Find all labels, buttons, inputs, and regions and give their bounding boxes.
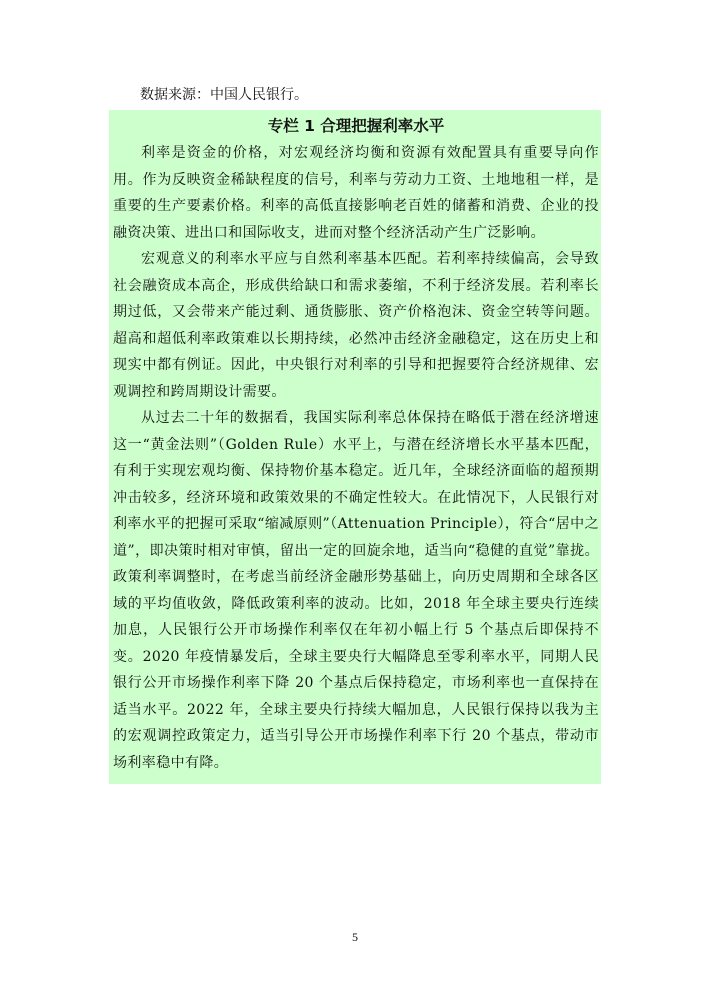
data-source-note: 数据来源：中国人民银行。 <box>140 87 308 103</box>
paragraph-3: 从过去二十年的数据看，我国实际利率总体保持在略低于潜在经济增速这一“黄金法则”（Golden Rule）水平上，与潜在经济增长水平基本匹配，有利于实现宏观均衡、保持物价基本稳定。近几年，全球经济面临的超预期冲击较多，经济环境和政策效果的不确定性较大。在此情况下，人民银行对利率水平的把握可采取“缩减原则”（Attenuation Principle），符合“居中之道”，即决策时相对审慎，留出一定的回旋余地，适当向“稳健的直觉”靠拢。政策利率调整时，在考虑当前经济金融形势基础上，向历史周期和全球各区域的平均值收敛，降低政策利率的波动。比如，2018 年全球主要央行连续加息，人民银行公开市场操作利率仅在年初小幅上行 5 个基点后即保持不变。2020 年疫情暴发后，全球主要央行大幅降息至零利率水平，同期人民银行公开市场操作利率下降 20 个基点后保持稳定，市场利率也一直保持在适当水平。2022 年，全球主要央行持续大幅加息，人民银行保持以我为主的宏观调控政策定力，适当引导公开市场操作利率下行 20 个基点，带动市场利率稳中有降。 <box>113 410 599 771</box>
paragraph-1: 利率是资金的价格，对宏观经济均衡和资源有效配置具有重要导向作用。作为反映资金稀缺程度的信号，利率与劳动力工资、土地地租一样，是重要的生产要素价格。利率的高低直接影响老百姓的储蓄和消费、企业的投融资决策、进出口和国际收支，进而对整个经济活动产生广泛影响。 <box>113 145 599 241</box>
paragraph-2: 宏观意义的利率水平应与自然利率基本匹配。若利率持续偏高，会导致社会融资成本高企，形成供给缺口和需求萎缩，不利于经济发展。若利率长期过低，又会带来产能过剩、通货膨胀、资产价格泡沫、资金空转等问题。超高和超低利率政策难以长期持续，必然冲击经济金融稳定，这在历史上和现实中都有例证。因此，中央银行对利率的引导和把握要符合经济规律、宏观调控和跨周期设计需要。 <box>113 251 599 400</box>
page-number: 5 <box>352 930 358 944</box>
column-box <box>109 110 601 784</box>
column-box-title: 专栏 1 合理把握利率水平 <box>267 117 445 135</box>
